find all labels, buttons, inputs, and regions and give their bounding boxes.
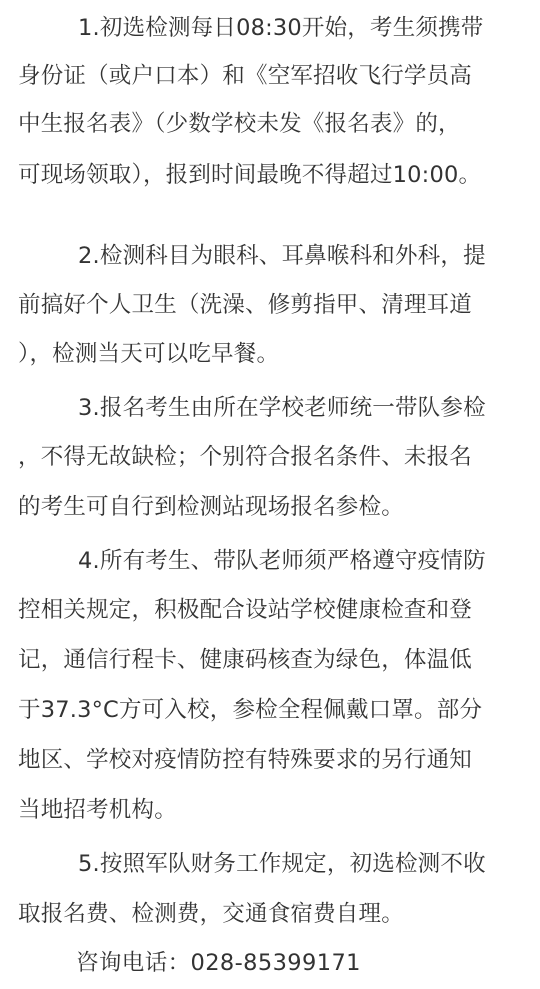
item3-line1: 3.报名考生由所在学校老师统一带队参检 [78, 395, 486, 421]
item2-line2: 前搞好个人卫生（洗澡、修剪指甲、清理耳道 [18, 292, 473, 318]
item4-line5: 地区、学校对疫情防控有特殊要求的另行通知 [18, 747, 473, 773]
item4-line6: 当地招考机构。 [18, 797, 177, 823]
item5-line1: 5.按照军队财务工作规定，初选检测不收 [78, 851, 486, 877]
item1-line2: 身份证（或户口本）和《空军招收飞行学员高 [18, 63, 473, 89]
item2-line3: ），检测当天可以吃早餐。 [18, 341, 280, 367]
item4-line3: 记，通信行程卡、健康码核查为绿色，体温低 [18, 647, 473, 673]
item3-line2: ，不得无故缺检；个别符合报名条件、未报名 [18, 444, 473, 470]
item4-line1: 4.所有考生、带队老师须严格遵守疫情防 [78, 548, 486, 574]
item4-line4: 于37.3°C方可入校，参检全程佩戴口罩。部分 [18, 697, 483, 723]
contact-phone: 咨询电话：028-85399171 [76, 950, 361, 976]
item1-line1: 1.初选检测每日08:30开始，考生须携带 [78, 15, 484, 41]
item5-line2: 取报名费、检测费，交通食宿费自理。 [18, 901, 404, 927]
item1-line4: 可现场领取），报到时间最晚不得超过10:00。 [18, 162, 482, 188]
item4-line2: 控相关规定，积极配合设站学校健康检查和登 [18, 597, 473, 623]
item2-line1: 2.检测科目为眼科、耳鼻喉科和外科，提 [78, 243, 486, 269]
item3-line3: 的考生可自行到检测站现场报名参检。 [18, 494, 404, 520]
item1-line3: 中生报名表》（少数学校未发《报名表》的， [18, 111, 461, 137]
